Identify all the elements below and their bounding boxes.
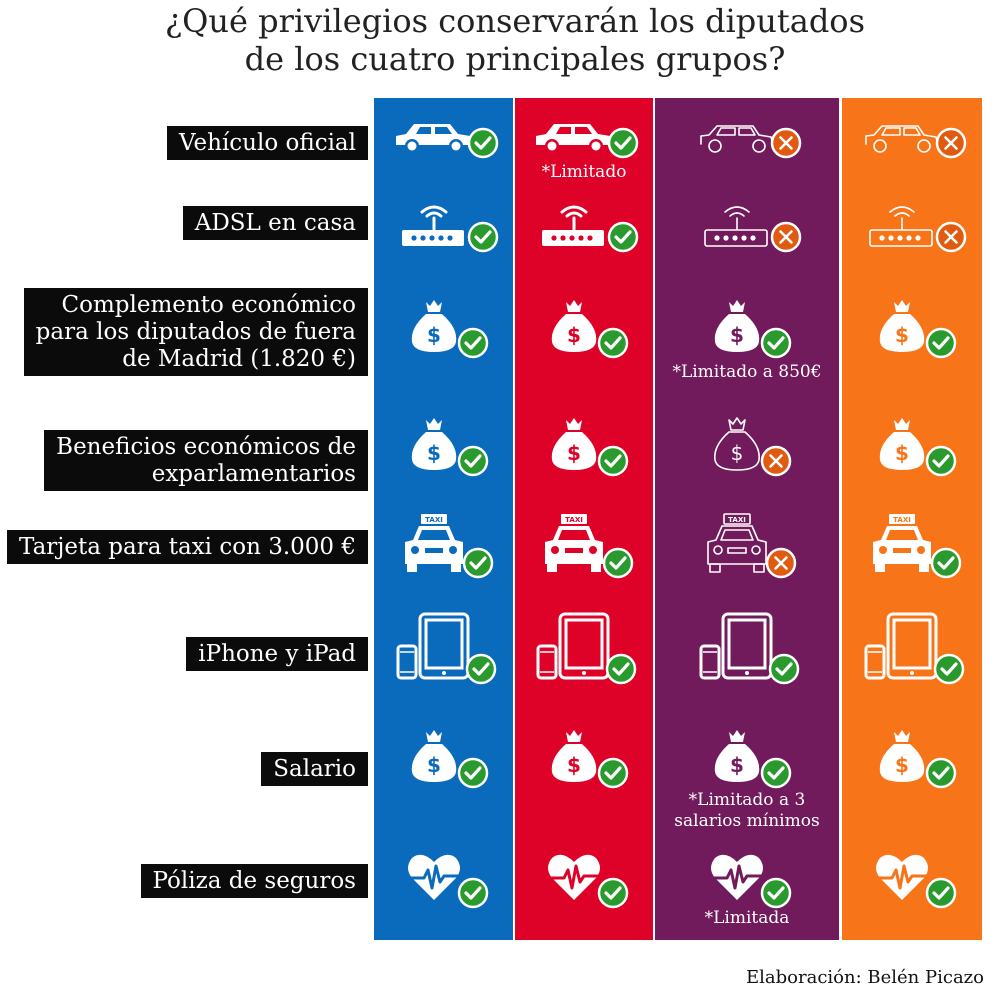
check-icon xyxy=(598,446,628,476)
limitation-note: *Limitado a 3 salarios mínimos xyxy=(674,790,820,831)
check-icon xyxy=(769,654,799,684)
taxi-icon xyxy=(539,512,609,574)
privilege-cell xyxy=(867,512,937,574)
privilege-cell xyxy=(536,612,612,680)
cross-icon xyxy=(936,128,966,158)
router-icon xyxy=(394,198,474,248)
privilege-cell xyxy=(544,722,604,784)
check-icon xyxy=(761,328,791,358)
privilege-cell xyxy=(707,292,767,354)
privilege-cell xyxy=(544,848,604,904)
privilege-cell xyxy=(707,722,767,784)
heart-icon xyxy=(872,848,932,904)
devices-icon xyxy=(396,612,472,680)
router-icon xyxy=(534,198,614,248)
money-bag-icon xyxy=(404,722,464,784)
car-icon xyxy=(862,118,942,154)
check-icon xyxy=(458,446,488,476)
privilege-cell xyxy=(702,512,772,574)
privilege-cell xyxy=(544,410,604,472)
privilege-label-line: para los diputados de fuera xyxy=(35,319,356,345)
check-icon xyxy=(931,548,961,578)
svg-text:$: $ xyxy=(426,441,441,465)
devices-icon xyxy=(864,612,940,680)
money-bag-icon xyxy=(707,722,767,784)
privilege-label-line: Salario xyxy=(273,756,356,782)
privilege-label-line: de Madrid (1.820 €) xyxy=(122,346,356,372)
check-icon xyxy=(761,878,791,908)
privilege-label-line: ADSL en casa xyxy=(194,210,356,236)
privilege-label xyxy=(261,752,368,786)
check-icon xyxy=(608,222,638,252)
check-icon xyxy=(458,758,488,788)
privilege-cell xyxy=(697,118,777,154)
taxi-icon xyxy=(702,512,772,574)
heart-icon xyxy=(404,848,464,904)
privilege-label-line: Tarjeta para taxi con 3.000 € xyxy=(19,534,356,560)
check-icon xyxy=(598,758,628,788)
privilege-cell xyxy=(534,198,614,248)
svg-text:$: $ xyxy=(567,323,581,347)
privilege-label xyxy=(7,530,368,564)
svg-text:TAXI: TAXI xyxy=(424,516,443,524)
privilege-cell xyxy=(862,118,942,154)
check-icon xyxy=(468,222,498,252)
privilege-cell xyxy=(872,848,932,904)
privilege-cell xyxy=(872,292,932,354)
heart-icon xyxy=(707,848,767,904)
privilege-label-line: Beneficios económicos de xyxy=(56,434,356,460)
check-icon xyxy=(934,654,964,684)
privilege-cell xyxy=(707,410,767,472)
money-bag-icon xyxy=(707,410,767,472)
cross-icon xyxy=(771,128,801,158)
money-bag-icon xyxy=(544,410,604,472)
privilege-cell xyxy=(399,512,469,574)
svg-text:$: $ xyxy=(730,441,744,465)
privilege-cell xyxy=(864,612,940,680)
check-icon xyxy=(926,758,956,788)
check-icon xyxy=(603,548,633,578)
svg-text:$: $ xyxy=(567,441,581,465)
svg-text:TAXI: TAXI xyxy=(728,516,746,524)
privilege-label xyxy=(183,206,368,240)
title-line-1: ¿Qué privilegios conservarán los diputados xyxy=(165,2,865,40)
limitation-note: *Limitada xyxy=(704,908,790,928)
credit-footer: Elaboración: Belén Picazo xyxy=(746,967,984,988)
limitation-note: *Limitado a 850€ xyxy=(672,362,822,382)
car-icon xyxy=(394,118,474,154)
money-bag-icon xyxy=(707,292,767,354)
cross-icon xyxy=(936,222,966,252)
svg-text:$: $ xyxy=(895,441,909,465)
taxi-icon xyxy=(399,512,469,574)
money-bag-icon xyxy=(872,292,932,354)
heart-icon xyxy=(544,848,604,904)
router-icon xyxy=(862,198,942,248)
privilege-cell xyxy=(404,848,464,904)
svg-text:TAXI: TAXI xyxy=(893,516,911,524)
privilege-cell xyxy=(534,118,614,154)
money-bag-icon xyxy=(544,292,604,354)
privilege-label xyxy=(141,864,369,898)
cross-icon xyxy=(761,446,791,476)
svg-text:$: $ xyxy=(895,323,909,347)
devices-icon xyxy=(699,612,775,680)
svg-text:$: $ xyxy=(426,753,441,777)
devices-icon xyxy=(536,612,612,680)
car-icon xyxy=(534,118,614,154)
privilege-label-line: exparlamentarios xyxy=(151,461,356,487)
car-icon xyxy=(697,118,777,154)
limitation-note: *Limitado xyxy=(541,162,627,182)
check-icon xyxy=(598,328,628,358)
title-line-2: de los cuatro principales grupos? xyxy=(244,40,786,78)
privilege-cell xyxy=(872,410,932,472)
money-bag-icon xyxy=(872,722,932,784)
svg-text:$: $ xyxy=(426,323,441,347)
privilege-cell xyxy=(544,292,604,354)
svg-text:$: $ xyxy=(895,753,909,777)
privilege-label xyxy=(186,637,368,671)
money-bag-icon xyxy=(544,722,604,784)
privilege-label xyxy=(44,430,368,491)
svg-text:TAXI: TAXI xyxy=(565,516,583,524)
svg-text:$: $ xyxy=(730,323,744,347)
privilege-cell xyxy=(707,848,767,904)
privilege-cell xyxy=(404,292,464,354)
check-icon xyxy=(606,654,636,684)
check-icon xyxy=(926,878,956,908)
privilege-label-line: Póliza de seguros xyxy=(152,868,356,894)
privilege-cell xyxy=(862,198,942,248)
check-icon xyxy=(463,548,493,578)
privilege-label-line: Vehículo oficial xyxy=(179,130,356,156)
svg-text:$: $ xyxy=(730,753,744,777)
svg-text:$: $ xyxy=(567,753,581,777)
check-icon xyxy=(761,758,791,788)
privilege-label xyxy=(24,288,368,376)
money-bag-icon xyxy=(404,292,464,354)
privilege-label xyxy=(167,126,368,160)
privilege-cell xyxy=(394,118,474,154)
privilege-cell xyxy=(404,410,464,472)
taxi-icon xyxy=(867,512,937,574)
check-icon xyxy=(608,128,638,158)
check-icon xyxy=(458,328,488,358)
check-icon xyxy=(598,878,628,908)
privilege-cell xyxy=(539,512,609,574)
privilege-cell xyxy=(394,198,474,248)
check-icon xyxy=(926,328,956,358)
privilege-cell xyxy=(697,198,777,248)
money-bag-icon xyxy=(872,410,932,472)
router-icon xyxy=(697,198,777,248)
cross-icon xyxy=(766,548,796,578)
privilege-label-line: Complemento económico xyxy=(61,292,356,318)
check-icon xyxy=(458,878,488,908)
privilege-label-line: iPhone y iPad xyxy=(198,641,356,667)
privilege-cell xyxy=(396,612,472,680)
privilege-cell xyxy=(404,722,464,784)
check-icon xyxy=(926,446,956,476)
privilege-cell xyxy=(699,612,775,680)
cross-icon xyxy=(771,222,801,252)
money-bag-icon xyxy=(404,410,464,472)
privilege-cell xyxy=(872,722,932,784)
check-icon xyxy=(466,654,496,684)
chart-title xyxy=(100,2,930,78)
check-icon xyxy=(468,128,498,158)
